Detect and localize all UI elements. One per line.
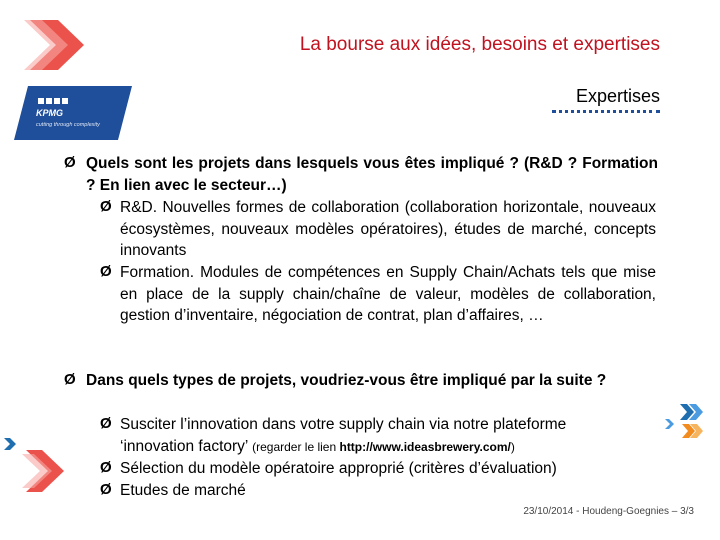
page-title: La bourse aux idées, besoins et expertises <box>299 34 660 55</box>
section-subtitle: Expertises <box>575 86 660 106</box>
bullet-marker: Ø <box>100 198 112 215</box>
section2-item-etudes: Etudes de marché <box>120 482 246 499</box>
link-note-suffix: ) <box>510 439 515 454</box>
section2-item-selection: Sélection du modèle opératoire approprié (critères d’évaluation) <box>120 460 557 477</box>
footer-text: 23/10/2014 - Houdeng-Goegnies – 3/3 <box>523 506 694 517</box>
bullet-marker: Ø <box>64 154 76 171</box>
link-note-prefix: (regarder le lien <box>252 439 340 454</box>
tiny-chevron-icon <box>664 418 676 430</box>
kpmg-logo <box>14 86 132 140</box>
bullet-marker: Ø <box>100 263 112 280</box>
section2-item-innovation-text: Susciter l’innovation dans votre supply chain via notre plateforme ‘innovation factory’ <box>120 416 567 455</box>
large-chevron-icon <box>22 448 68 494</box>
bullet-marker: Ø <box>64 371 76 388</box>
section1-item-formation: Formation. Modules de compétences en Supply Chain/Achats tels que mise en place de la supply chain/chaîne de valeur, modèles de collaboration, gestion d’inventaire, négociation de contrat, plan d’affaires, … <box>120 264 656 324</box>
kpmg-logo-text: KPMG <box>36 108 63 118</box>
section2-item-innovation <box>120 414 640 458</box>
section1-item-rd: R&D. Nouvelles formes de collaboration (collaboration horizontale, nouveaux écosystèmes, nouveaux modèles opératoires), études de marché, concepts innovants <box>120 199 656 259</box>
bullet-marker: Ø <box>100 459 112 476</box>
kpmg-logo-tagline: cutting through complexity <box>36 122 100 128</box>
section1-question: Quels sont les projets dans lesquels vous êtes impliqué ? (R&D ? Formation ? En lien avec le secteur…) <box>86 155 658 194</box>
blue-chevron-icon <box>678 402 706 422</box>
section2-question: Dans quels types de projets, voudriez-vous être impliqué par la suite ? <box>86 372 607 389</box>
ideasbrewery-link[interactable]: http://www.ideasbrewery.com/ <box>339 439 511 454</box>
bullet-marker: Ø <box>100 481 112 498</box>
subtitle-dotted-rule <box>552 110 660 113</box>
orange-chevron-icon <box>680 422 706 440</box>
small-chevron-icon <box>2 436 18 452</box>
bullet-marker: Ø <box>100 415 112 432</box>
top-chevron-icon <box>22 18 102 73</box>
